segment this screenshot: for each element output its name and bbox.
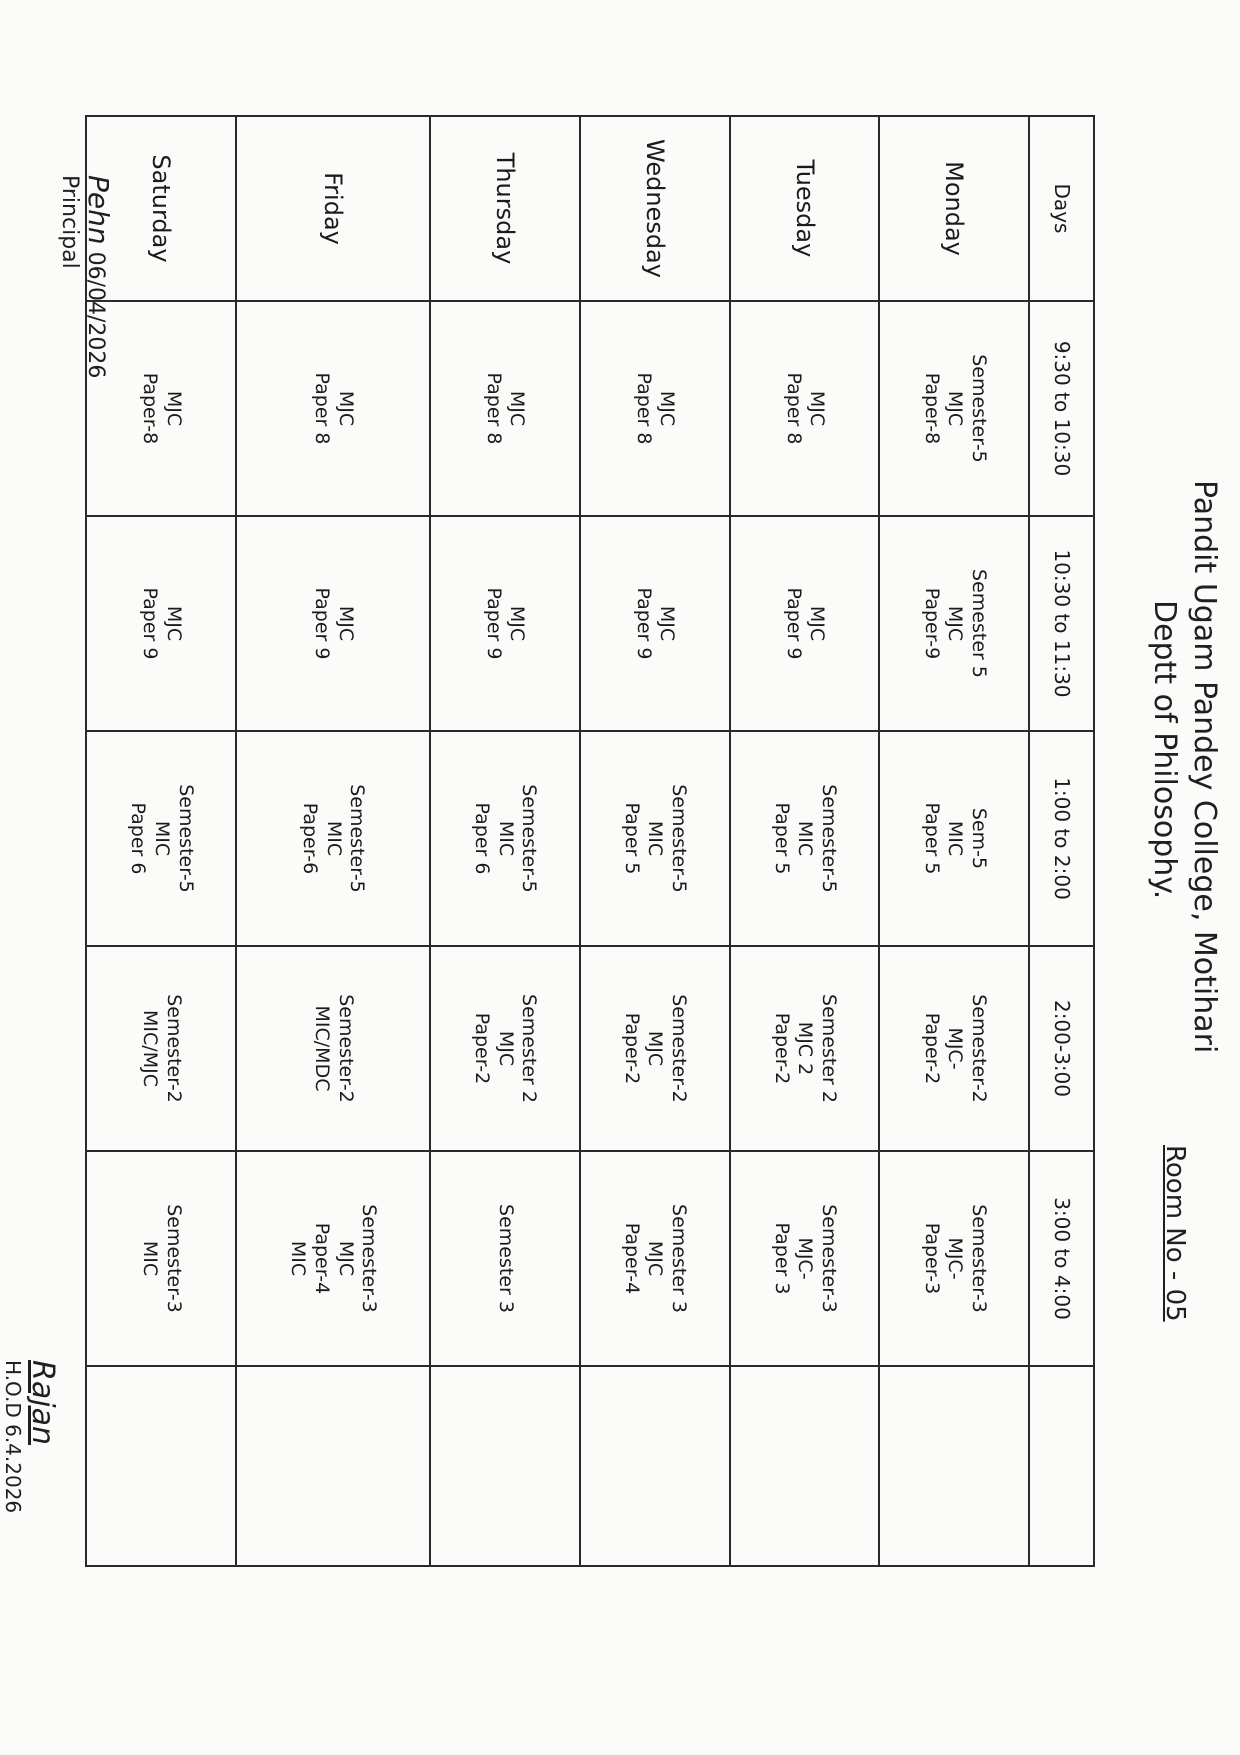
time-slot-header: 1:00 to 2:00 (1029, 731, 1094, 946)
day-cell: Wednesday (580, 116, 730, 301)
class-cell: Semester 5 MJC Paper-9 (880, 516, 1030, 731)
table-row (430, 116, 580, 1566)
class-cell: MJC Paper 8 (236, 301, 430, 516)
class-cell: Semester-3 MJC- Paper 3 (730, 1151, 880, 1366)
class-cell: Semester 2 MJC 2 Paper-2 (730, 946, 880, 1151)
class-cell: MJC Paper 9 (236, 516, 430, 731)
class-cell: Semester-5 MIC Paper 6 (430, 731, 580, 946)
class-cell: Semester-5 MIC Paper 5 (730, 731, 880, 946)
class-cell (236, 1366, 430, 1566)
principal-signature (57, 175, 115, 378)
class-cell: MJC Paper 9 (730, 516, 880, 731)
class-cell: MJC Paper 9 (430, 516, 580, 731)
time-slot-header: 9:30 to 10:30 (1029, 301, 1094, 516)
class-cell: Semester-3 MIC (86, 1151, 236, 1366)
class-cell: Semester 3 MJC Paper-4 (580, 1151, 730, 1366)
class-cell: Semester-5 MJC Paper-8 (880, 301, 1030, 516)
principal-signature-scrawl: Pehn (82, 175, 115, 245)
time-slot-header: 10:30 to 11:30 (1029, 516, 1094, 731)
table-row (236, 116, 430, 1566)
class-cell: MJC Paper-8 (86, 301, 236, 516)
class-cell: Semester-5 MIC Paper 5 (580, 731, 730, 946)
header-row (1029, 116, 1094, 1566)
class-cell (580, 1366, 730, 1566)
class-cell: Semester-2 MIC/MJC (86, 946, 236, 1151)
day-cell: Monday (880, 116, 1030, 301)
day-cell: Tuesday (730, 116, 880, 301)
class-cell: MJC Paper 8 (580, 301, 730, 516)
hod-signature-scrawl: Rajan (25, 1360, 60, 1445)
table-row (880, 116, 1030, 1566)
class-cell (880, 1366, 1030, 1566)
class-cell: MJC Paper 9 (580, 516, 730, 731)
department-name: Deptt of Philosophy. (1147, 600, 1182, 900)
class-cell: Semester-3 MJC Paper-4 MIC (236, 1151, 430, 1366)
day-cell: Friday (236, 116, 430, 301)
room-number: Room No - 05 (1160, 1145, 1190, 1322)
class-cell (86, 1366, 236, 1566)
day-cell: Saturday (86, 116, 236, 301)
principal-signature-date: 06/04/2026 (83, 251, 108, 379)
hod-signature-label: H.O.D 6.4.2026 (1, 1360, 25, 1514)
class-cell: MJC Paper 8 (730, 301, 880, 516)
class-cell: Semester 3 (430, 1151, 580, 1366)
table-row (730, 116, 880, 1566)
table-row (580, 116, 730, 1566)
class-cell: MJC Paper 9 (86, 516, 236, 731)
timetable (85, 115, 1095, 1567)
principal-signature-label: Principal (57, 175, 82, 269)
days-header: Days (1029, 116, 1094, 301)
class-cell: Semester-3 MJC- Paper-3 (880, 1151, 1030, 1366)
college-name: Pandit Ugam Pandey College, Motihari (1187, 480, 1222, 1054)
class-cell: Semester 2 MJC Paper-2 (430, 946, 580, 1151)
class-cell: Semester-2 MJC- Paper-2 (880, 946, 1030, 1151)
time-slot-header: 3:00 to 4:00 (1029, 1151, 1094, 1366)
time-slot-header: 2:00-3:00 (1029, 946, 1094, 1151)
class-cell (430, 1366, 580, 1566)
class-cell (730, 1366, 880, 1566)
hod-signature (1, 1360, 60, 1513)
class-cell: Sem-5 MIC Paper 5 (880, 731, 1030, 946)
class-cell: Semester-2 MIC/MDC (236, 946, 430, 1151)
time-slot-header (1029, 1366, 1094, 1566)
class-cell: Semester-2 MJC Paper-2 (580, 946, 730, 1151)
class-cell: Semester-5 MIC Paper 6 (86, 731, 236, 946)
class-cell: Semester-5 MIC Paper-6 (236, 731, 430, 946)
day-cell: Thursday (430, 116, 580, 301)
class-cell: MJC Paper 8 (430, 301, 580, 516)
